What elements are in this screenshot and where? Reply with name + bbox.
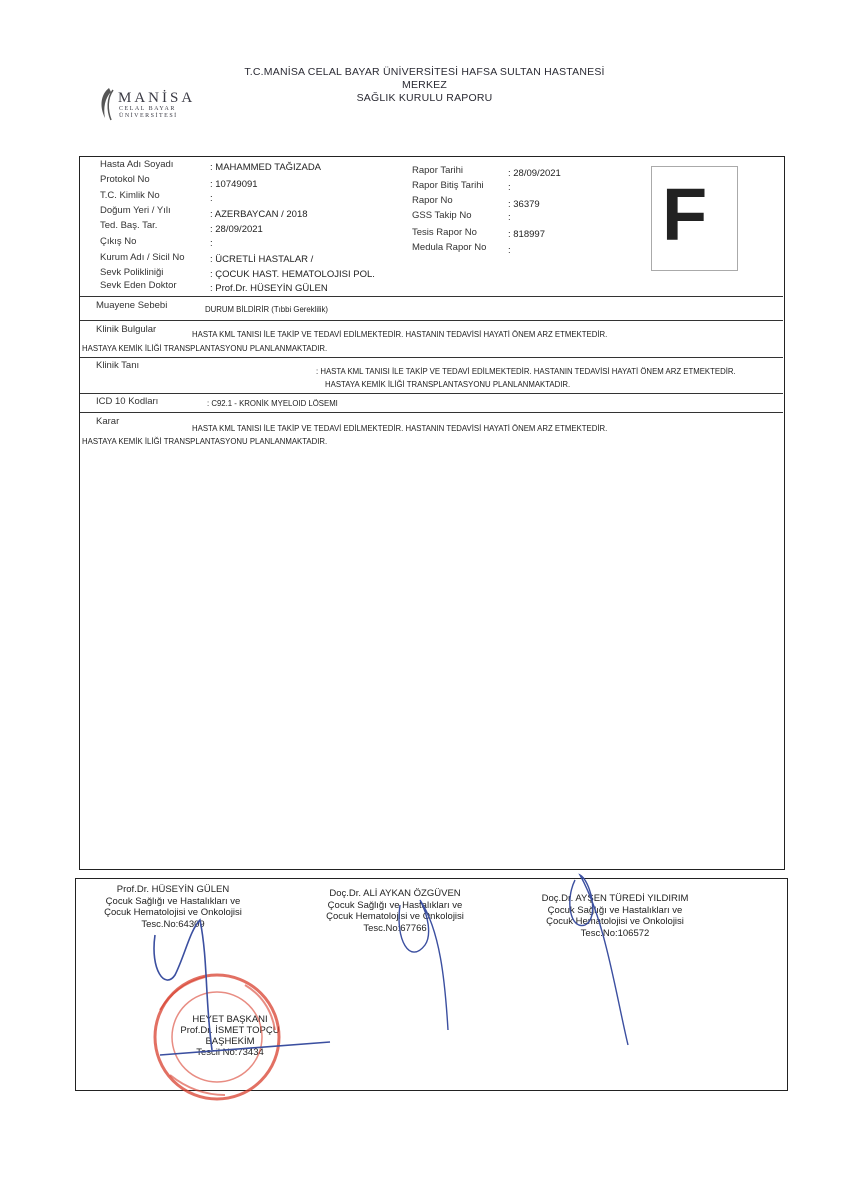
karar-line1: HASTA KML TANISI İLE TAKİP VE TEDAVİ EDİLMEKTEDİR. HASTANIN TEDAVİSİ HAYATİ ÖNEM ARZ ETMEKTEDİR.: [192, 424, 608, 433]
sevk-dr-value: : Prof.Dr. HÜSEYİN GÜLEN: [210, 283, 328, 294]
bulgular-label: Klinik Bulgular: [96, 324, 157, 335]
tc-value: :: [210, 193, 213, 204]
logo-wordmark: MANİSA: [118, 90, 196, 106]
icd-value: : C92.1 - KRONİK MYELOID LÖSEMI: [207, 399, 338, 408]
medula-value: :: [508, 245, 511, 256]
chair-title: BAŞHEKİM: [205, 1036, 255, 1047]
bulgular-line1: HASTA KML TANISI İLE TAKİP VE TEDAVİ EDİLMEKTEDİR. HASTANIN TEDAVİSİ HAYATİ ÖNEM ARZ ETMEKTEDİR.: [192, 330, 608, 339]
cikis-value: :: [210, 238, 213, 249]
kurum-label: Kurum Adı / Sicil No: [100, 252, 185, 263]
signature-scribble-3: [570, 875, 628, 1045]
kurum-value: : ÜCRETLİ HASTALAR /: [210, 254, 314, 265]
hospital-name: T.C.MANİSA CELAL BAYAR ÜNİVERSİTESİ HAFSA SULTAN HASTANESİ: [244, 66, 605, 78]
logo-subtitle-line1: CELAL BAYAR: [119, 106, 176, 112]
sevk-pol-label: Sevk Polikliniği: [100, 267, 164, 278]
gss-value: :: [508, 212, 511, 223]
sevk-dr-label: Sevk Eden Doktor: [100, 280, 177, 291]
muayene-value: DURUM BİLDİRİR (Tıbbi Gereklilik): [205, 305, 329, 314]
muayene-label: Muayene Sebebi: [96, 300, 168, 311]
chair-role: HEYET BAŞKANI: [192, 1014, 268, 1025]
tani-line1: : HASTA KML TANISI İLE TAKİP VE TEDAVİ EDİLMEKTEDİR. HASTANIN TEDAVİSİ HAYATİ ÖNEM ARZ ETMEKTEDİR.: [316, 367, 736, 376]
signer-dept: Çocuk Hematolojisi ve Onkolojisi: [326, 911, 464, 922]
tani-label: Klinik Tanı: [96, 360, 140, 371]
protocol-label: Protokol No: [100, 174, 150, 185]
birth-label: Doğum Yeri / Yılı: [100, 205, 171, 216]
rapor-no-label: Rapor No: [412, 195, 453, 206]
chair-reg-no: Tescil No:73434: [196, 1047, 264, 1058]
signer-name: Doç.Dr. ALİ AYKAN ÖZGÜVEN: [329, 888, 461, 899]
protocol-value: : 10749091: [210, 179, 258, 190]
grade-letter: F: [662, 173, 708, 256]
logo-subtitle-line2: ÜNİVERSİTESİ: [119, 113, 178, 119]
signer-dept: Çocuk Hematolojisi ve Onkolojisi: [546, 916, 684, 927]
rapor-no-value: : 36379: [508, 199, 540, 210]
patient-name-value: : MAHAMMED TAĞIZADA: [210, 162, 322, 173]
medula-label: Medula Rapor No: [412, 242, 487, 253]
icd-label: ICD 10 Kodları: [96, 396, 159, 407]
signer-reg-no: Tesc.No:64309: [141, 918, 205, 930]
cikis-label: Çıkış No: [100, 236, 137, 247]
signer-reg-no: Tesc.No:106572: [580, 927, 650, 939]
rapor-bitis-label: Rapor Bitiş Tarihi: [412, 180, 484, 191]
tc-label: T.C. Kimlik No: [100, 190, 160, 201]
tesis-value: : 818997: [508, 229, 545, 240]
tedbas-label: Ted. Baş. Tar.: [100, 220, 158, 231]
rapor-tarihi-value: : 28/09/2021: [508, 168, 561, 179]
signer-title: Çocuk Sağlığı ve Hastalıkları ve: [105, 895, 241, 907]
chair-name: Prof.Dr. İSMET TOPÇU: [180, 1025, 280, 1036]
sevk-pol-value: : ÇOCUK HAST. HEMATOLOJISI POL.: [210, 269, 375, 280]
report-type-title: SAĞLIK KURULU RAPORU: [356, 92, 493, 104]
hospital-branch: MERKEZ: [402, 79, 447, 91]
karar-line2: HASTAYA KEMİK İLİĞİ TRANSPLANTASYONU PLANLANMAKTADIR.: [82, 437, 328, 446]
rapor-tarihi-label: Rapor Tarihi: [412, 165, 464, 176]
signer-name: Prof.Dr. HÜSEYİN GÜLEN: [116, 884, 230, 895]
signer-reg-no: Tesc.No:67766: [363, 922, 427, 934]
bulgular-line2: HASTAYA KEMİK İLİĞİ TRANSPLANTASYONU PLANLANMAKTADIR.: [82, 344, 328, 353]
tedbas-value: : 28/09/2021: [210, 224, 263, 235]
gss-label: GSS Takip No: [412, 210, 472, 221]
signature-scribble-2: [399, 900, 448, 1030]
signer-title: Çocuk Sağlığı ve Hastalıkları ve: [547, 904, 683, 916]
birth-value: : AZERBAYCAN / 2018: [210, 209, 308, 220]
patient-name-label: Hasta Adı Soyadı: [100, 159, 174, 170]
signer-title: Çocuk Sağlığı ve Hastalıkları ve: [327, 899, 463, 911]
official-stamp: [155, 975, 279, 1099]
karar-label: Karar: [96, 416, 120, 427]
tani-line2: HASTAYA KEMİK İLİĞİ TRANSPLANTASYONU PLANLANMAKTADIR.: [325, 380, 571, 389]
rapor-bitis-value: :: [508, 182, 511, 193]
tesis-label: Tesis Rapor No: [412, 227, 477, 238]
signer-name: Doç.Dr. AYŞEN TÜREDİ YILDIRIM: [541, 893, 689, 904]
signer-dept: Çocuk Hematolojisi ve Onkolojisi: [104, 907, 242, 918]
